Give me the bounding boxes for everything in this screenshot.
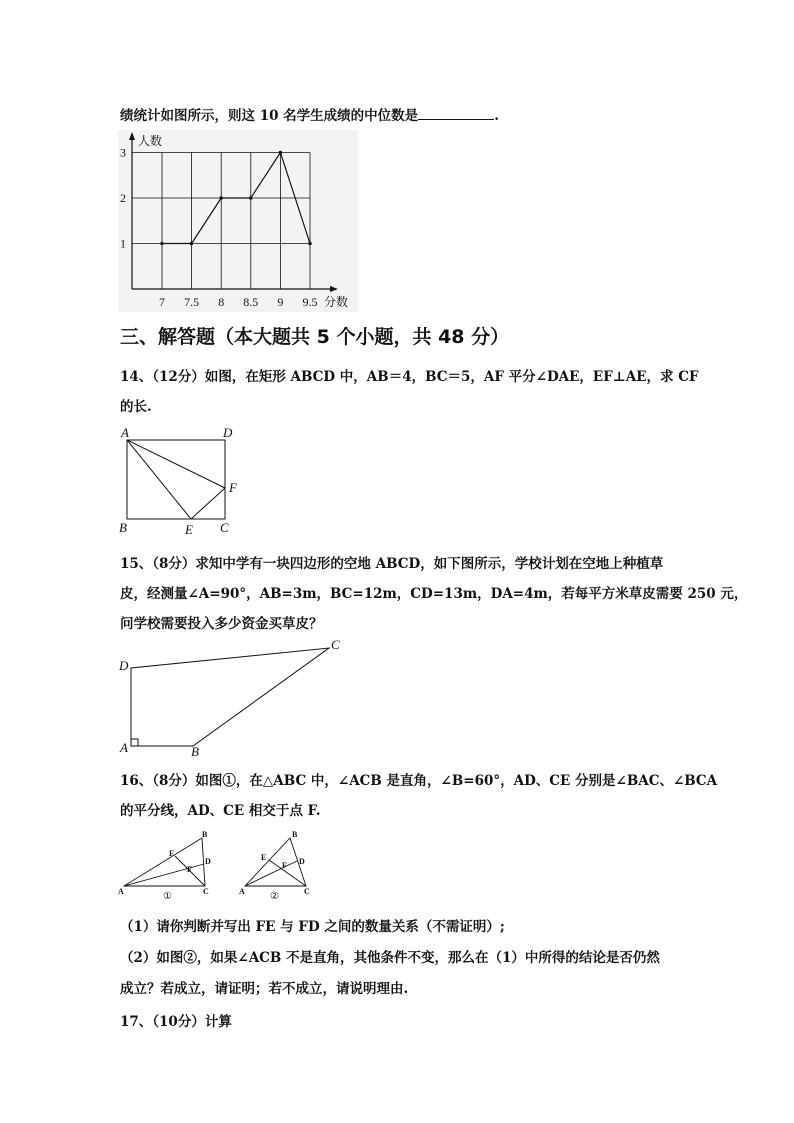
label-f: F (229, 480, 237, 495)
y-tick-label: 1 (120, 236, 126, 251)
segment-ef (191, 488, 225, 519)
segment-ae (127, 440, 191, 519)
section-3-heading: 三、解答题（本大题共 5 个小题，共 48 分） (120, 326, 510, 348)
q16-line1: 16、（8分）如图①，在△ABC 中，∠ACB 是直角，∠B=60°，AD、CE 分别是∠BAC、∠BCA (120, 773, 718, 789)
q17-line1: 17、（10分）计算 (120, 1014, 232, 1030)
label-c: C (331, 637, 340, 652)
right-angle-mark (131, 739, 138, 746)
label-a: A (121, 425, 129, 440)
y-tick-label: 2 (120, 191, 126, 205)
q16-part1: （1）请你判断并写出 FE 与 FD 之间的数量关系（不需证明）; (120, 919, 505, 935)
label-d: D (223, 425, 233, 440)
x-tick-label: 7.5 (184, 295, 200, 309)
segment-ad (124, 864, 204, 886)
x-tick-label: 7 (159, 295, 165, 309)
label-a: A (239, 887, 245, 896)
x-tick-label: 9 (277, 295, 284, 309)
label-c: C (203, 887, 209, 896)
label-b: B (119, 520, 127, 535)
quadrilateral-abcd (131, 648, 329, 746)
data-point (160, 242, 164, 246)
label-e: E (261, 853, 267, 862)
q15-quadrilateral-figure (115, 636, 355, 760)
label-b: B (292, 830, 298, 839)
q16-figure-2 (236, 826, 326, 904)
y-tick-label: 3 (120, 145, 126, 160)
q16-figure-1 (115, 826, 225, 904)
q15-line3: 问学校需要投入多少资金买草皮？ (120, 616, 323, 632)
q15-line2: 皮，经测量∠A=90°，AB=3m，BC=12m，CD=13m，DA=4m，若每平方米草皮需要 250 元， (120, 586, 748, 602)
data-point (249, 196, 253, 200)
q16-part2-line1: （2）如图②，如果∠ACB 不是直角，其他条件不变，那么在（1）中所得的结论是否仍然 (120, 950, 660, 966)
triangle-abc (124, 838, 205, 886)
label-b: B (191, 744, 199, 759)
figure-caption: ① (163, 891, 172, 902)
label-b: B (202, 830, 208, 839)
q13-text (120, 104, 499, 124)
segment-af (127, 440, 225, 488)
q16-part2-line2: 成立？若成立，请证明；若不成立，请说明理由. (120, 981, 409, 997)
label-c: C (220, 520, 229, 535)
answer-blank (418, 107, 494, 120)
y-axis-label: 人数 (138, 134, 163, 148)
label-e: E (169, 849, 175, 858)
label-a: A (118, 887, 124, 896)
q13-text-before: 绩统计如图所示，则这 10 名学生成绩的中位数是 (120, 108, 419, 124)
q14-line2: 的长. (120, 399, 152, 415)
chart-background (118, 130, 358, 312)
q13-text-after: . (494, 108, 499, 124)
label-d: D (299, 857, 305, 866)
q16-line2: 的平分线，AD、CE 相交于点 F. (120, 803, 321, 819)
q15-line1: 15、（8分）求知中学有一块四边形的空地 ABCD，如下图所示，学校计划在空地上种植草 (120, 556, 664, 572)
label-f: F (187, 865, 192, 874)
segment-ad (245, 861, 297, 886)
data-point (279, 151, 283, 155)
label-f: F (282, 861, 287, 870)
q14-line1: 14、（12分）如图，在矩形 ABCD 中，AB＝4，BC＝5，AF 平分∠DAE，EF⊥AE，求 CF (120, 369, 699, 385)
x-tick-label: 9.5 (302, 295, 318, 309)
x-axis-label: 分数 (324, 295, 349, 309)
q14-rectangle-figure (115, 422, 255, 538)
rectangle-abcd (127, 440, 225, 519)
label-c: C (304, 887, 310, 896)
label-d: D (205, 857, 211, 866)
triangle-abc (245, 838, 306, 886)
data-point (219, 196, 223, 200)
label-a: A (120, 740, 128, 755)
score-line-chart (118, 130, 358, 312)
x-tick-label: 8.5 (243, 295, 259, 309)
label-d: D (119, 658, 129, 673)
data-point (190, 242, 194, 246)
data-point (308, 242, 312, 246)
x-tick-label: 8 (218, 295, 225, 309)
figure-caption: ② (270, 891, 279, 902)
label-e: E (185, 522, 193, 537)
